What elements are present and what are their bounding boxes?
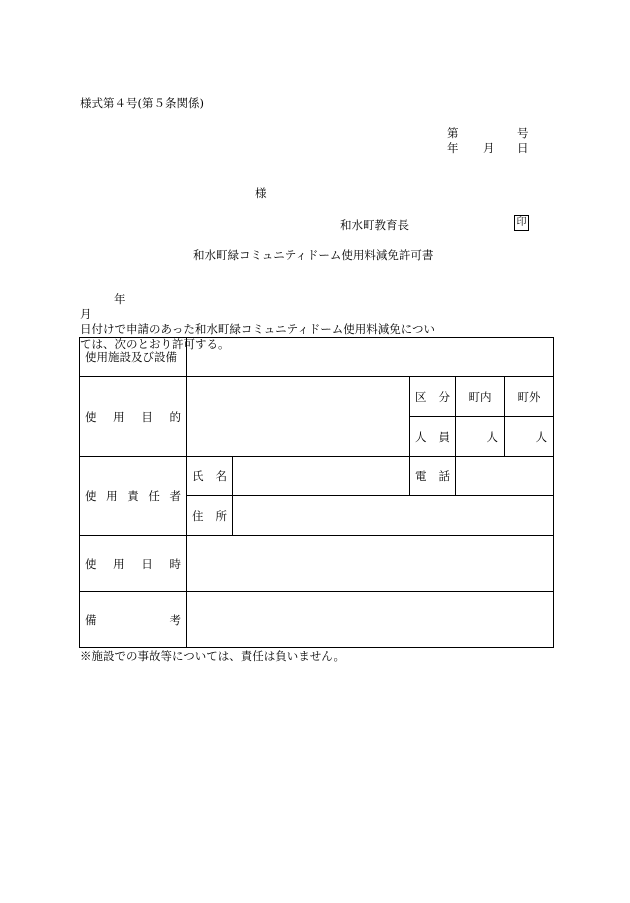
name-label: 氏 名 [187,457,233,496]
purpose-value [187,377,410,457]
out-town-label: 町外 [505,377,554,417]
address-label: 住 所 [187,496,233,536]
datetime-label: 使 用 日 時 [80,536,187,592]
datetime-value [187,536,554,592]
facility-value [187,338,554,377]
category-label: 区 分 [410,377,456,417]
disclaimer-note: ※施設での事故等については、責任は負いません。 [80,649,345,663]
permit-table [79,337,554,648]
recipient-honorific: 様 [255,186,267,200]
facility-label: 使用施設及び設備 [80,338,187,377]
out-town-people-unit: 人 [505,417,554,457]
issuer-name: 和水町教育長 [340,218,409,232]
name-value [233,457,410,496]
responsible-label: 使 用 責 任 者 [80,457,187,536]
date-month-label: 月 [483,141,495,155]
in-town-people-unit: 人 [456,417,505,457]
remarks-value [187,592,554,648]
remarks-label: 備 考 [80,592,187,648]
in-town-label: 町内 [456,377,505,417]
people-label: 人 員 [410,417,456,457]
phone-label: 電 話 [410,457,456,496]
phone-value [456,457,554,496]
date-day-label: 日 [517,141,529,155]
document-title: 和水町緑コミュニティドーム使用料減免許可書 [193,248,434,262]
number-suffix-label: 号 [517,126,529,140]
form-number: 様式第４号(第５条関係) [80,96,204,110]
body-line2: ては、次のとおり許可する。 [80,337,230,351]
seal-mark: 印 [514,215,529,231]
purpose-label: 使 用 目 的 [80,377,187,457]
body-month: 月 [80,307,92,321]
address-value [233,496,554,536]
body-year: 年 [114,292,126,306]
body-line1: 日付けで申請のあった和水町緑コミュニティドーム使用料減免につい [80,322,436,336]
date-year-label: 年 [447,141,459,155]
number-prefix-label: 第 [447,126,459,140]
